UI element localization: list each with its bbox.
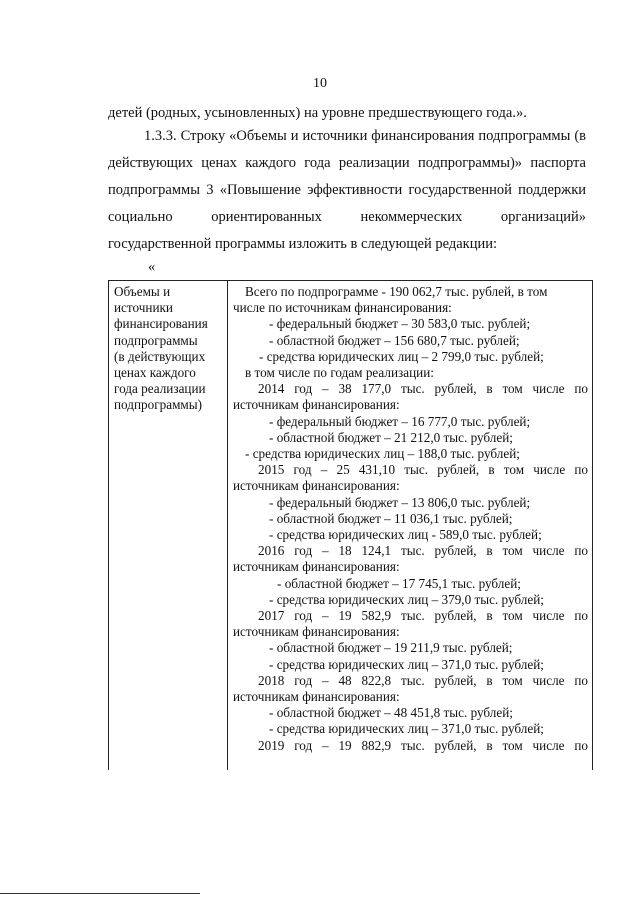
value-line: источникам финансирования: — [233, 624, 400, 640]
value-line: 2014 год – 38 177,0 тыс. рублей, в том числе по — [258, 381, 588, 397]
value-line: 2016 год – 18 124,1 тыс. рублей, в том числе по — [258, 543, 588, 559]
value-line: - федеральный бюджет – 13 806,0 тыс. рублей; — [269, 494, 531, 510]
value-line: 2017 год – 19 582,9 тыс. рублей, в том числе по — [258, 608, 588, 624]
value-line: - средства юридических лиц – 379,0 тыс. рублей; — [269, 591, 544, 607]
paragraph-continuation: детей (родных, усыновленных) на уровне предшествующего года.». — [108, 105, 527, 121]
label-line: источники — [114, 300, 173, 316]
value-line: - областной бюджет – 48 451,8 тыс. рублей; — [269, 705, 513, 721]
value-line: - средства юридических лиц - 589,0 тыс. рублей; — [269, 527, 542, 543]
value-line: 2019 год – 19 882,9 тыс. рублей, в том числе по — [258, 737, 588, 753]
label-line: подпрограммы) — [114, 397, 203, 413]
value-line: - средства юридических лиц – 188,0 тыс. рублей; — [245, 446, 520, 462]
value-line: - областной бюджет – 19 211,9 тыс. рублей; — [269, 640, 513, 656]
table-value-cell — [228, 281, 592, 754]
value-line: в том числе по годам реализации: — [245, 365, 434, 381]
table-label-cell — [109, 281, 228, 770]
value-line: источникам финансирования: — [233, 559, 400, 575]
value-line: - областной бюджет – 156 680,7 тыс. рублей; — [269, 332, 520, 348]
label-line: года реализации — [114, 381, 206, 397]
label-line: финансирования — [114, 316, 208, 332]
label-line: (в действующих — [114, 348, 206, 364]
value-line: 2018 год – 48 822,8 тыс. рублей, в том числе по — [258, 672, 588, 688]
passport-table — [108, 280, 593, 770]
label-line: ценах каждого — [114, 365, 196, 381]
opening-quote: « — [148, 259, 156, 275]
label-line: Объемы и — [114, 284, 171, 299]
footer-rule — [0, 893, 200, 894]
value-line: - средства юридических лиц – 2 799,0 тыс. рублей; — [259, 348, 544, 364]
value-line: - федеральный бюджет – 30 583,0 тыс. рублей; — [269, 316, 531, 332]
paragraph-amendment: 1.3.3. Строку «Объемы и источники финансирования подпрограммы (в действующих ценах каждого года реализации подпрограммы)» паспорта подпрограммы 3 «Повышение эффективности государственной поддержки социально ориентированных некоммерческих организаций» государственной программы изложить в следующей редакции: — [108, 128, 586, 252]
value-line: Всего по подпрограмме - 190 062,7 тыс. рублей, в том — [245, 284, 548, 299]
value-line: числе по источникам финансирования: — [233, 300, 452, 316]
value-line: - областной бюджет – 11 036,1 тыс. рублей; — [269, 510, 513, 526]
value-line: источникам финансирования: — [233, 478, 400, 494]
value-line: - областной бюджет – 17 745,1 тыс. рублей; — [277, 575, 521, 591]
value-line: - средства юридических лиц – 371,0 тыс. рублей; — [269, 721, 544, 737]
page-number: 10 — [313, 76, 327, 91]
value-line: - средства юридических лиц – 371,0 тыс. рублей; — [269, 656, 544, 672]
value-line: источникам финансирования: — [233, 689, 400, 705]
value-line: 2015 год – 25 431,10 тыс. рублей, в том числе по — [258, 462, 588, 478]
value-line: - федеральный бюджет – 16 777,0 тыс. рублей; — [269, 413, 531, 429]
value-line: - областной бюджет – 21 212,0 тыс. рублей; — [269, 429, 513, 445]
label-line: подпрограммы — [114, 332, 198, 348]
value-line: источникам финансирования: — [233, 397, 400, 413]
